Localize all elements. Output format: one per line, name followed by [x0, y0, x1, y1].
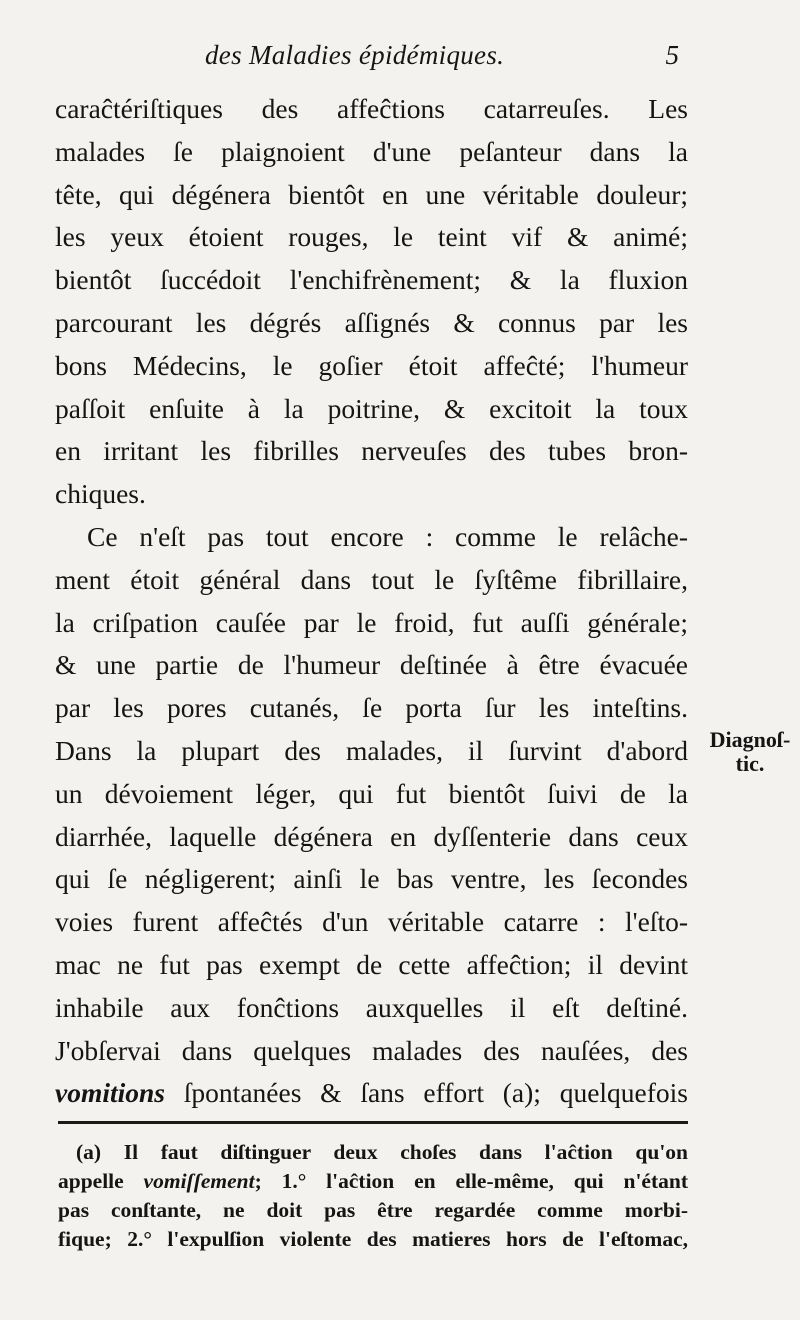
main-text-block [55, 88, 688, 1115]
footnote-rule [58, 1121, 688, 1124]
footnote-text: ; 1.° l'aĉtion en elle-même, qui n'étant [254, 1169, 688, 1193]
text-line: & une partie de l'humeur deſtinée à être évacuée [55, 649, 688, 681]
text-line: la criſpation cauſée par le froid, fut auſſi générale; [55, 606, 688, 638]
footnote-text: appelle [58, 1169, 144, 1193]
text-line: en irritant les fibrilles nerveuſes des tubes bron- [55, 435, 688, 467]
running-head-title: des Maladies épidémiques. [205, 40, 505, 70]
text-line: par les pores cutanés, ſe porta ſur les inteſtins. [55, 692, 688, 724]
text-line: chiques. [55, 478, 146, 510]
text-line: ment étoit général dans tout le ſyſtême fibrillaire, [55, 563, 688, 595]
text-line: Ce n'eſt pas tout encore : comme le relâche- [87, 520, 688, 552]
text-line: voies furent affeĉtés d'un véritable catarre : l'eſto- [55, 906, 688, 938]
footnote-line: pas conſtante, ne doit pas être regardée comme morbi- [58, 1198, 688, 1222]
text-line: malades ſe plaignoient d'une peſanteur dans la [55, 135, 688, 167]
text-line: tête, qui dégénera bientôt en une véritable douleur; [55, 178, 688, 210]
text-line: bientôt ſuccédoit l'enchifrènement; & la fluxion [55, 264, 688, 296]
text-line: un dévoiement léger, qui fut bientôt ſuivi de la [55, 777, 688, 809]
text-line: mac ne fut pas exempt de cette affeĉtion; il devint [55, 948, 688, 980]
footnote-text: Il faut diſtinguer deux choſes dans l'aĉtion qu'on [101, 1140, 688, 1164]
margin-note-line: tic. [735, 751, 765, 776]
text-line: parcourant les dégrés aſſignés & connus par les [55, 306, 688, 338]
margin-note [702, 728, 798, 776]
line-rest: ſpontanées & ſans effort (a); quelquefois [165, 1077, 688, 1109]
italic-term: vomitions [55, 1077, 166, 1109]
text-line-last [55, 1072, 688, 1115]
footnote-italic-term: vomiſſement [143, 1169, 255, 1193]
footnote [58, 1138, 688, 1254]
margin-note-line: Diagnoſ- [709, 727, 791, 752]
text-line: les yeux étoient rouges, le teint vif & animé; [55, 221, 688, 253]
footnote-line [58, 1138, 688, 1167]
text-line: Dans la plupart des malades, il ſurvint d'abord [55, 734, 688, 766]
text-line: paſſoit enſuite à la poitrine, & excitoit la toux [55, 392, 688, 424]
running-head [205, 40, 685, 80]
text-line: J'obſervai dans quelques malades des nauſées, des [55, 1034, 688, 1066]
text-line: diarrhée, laquelle dégénera en dyſſenterie dans ceux [55, 820, 688, 852]
text-line: inhabile aux fonĉtions auxquelles il eſt deſtiné. [55, 991, 688, 1023]
text-line: bons Médecins, le goſier étoit affeĉté; l'humeur [55, 349, 688, 381]
page-number: 5 [665, 40, 679, 70]
footnote-marker: (a) [76, 1140, 102, 1164]
footnote-line [58, 1167, 688, 1196]
text-line: qui ſe négligerent; ainſi le bas ventre, les ſecondes [55, 863, 688, 895]
text-line: caraĉtériſtiques des affeĉtions catarreuſes. Les [55, 93, 688, 124]
footnote-line: fique; 2.° l'expulſion violente des matieres hors de l'eſtomac, [58, 1227, 688, 1251]
